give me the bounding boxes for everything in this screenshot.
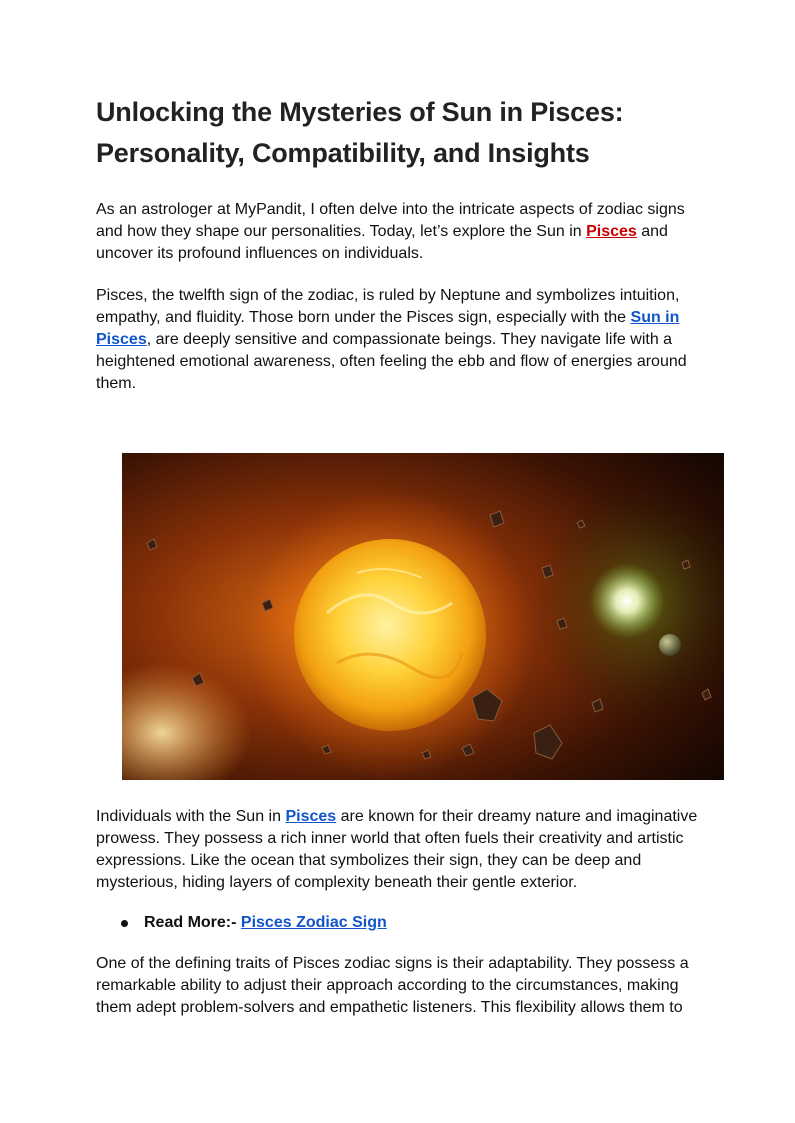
sun-in-space-image <box>122 453 724 780</box>
intro-text-before: As an astrologer at MyPandit, I often delve into the intricate aspects of zodiac signs and how they shape our personalities. Today, let’s explore the Sun in <box>96 201 685 240</box>
bullet-dot-icon <box>121 920 128 927</box>
page-title: Unlocking the Mysteries of Sun in Pisces: Personality, Compatibility, and Insights <box>96 97 624 168</box>
read-more-label: Read More:- <box>144 914 241 931</box>
para3-text-after: are known for their dreamy nature and imaginative prowess. They possess a rich inner world that often fuels their creativity and artistic expressions. Like the ocean that symbolizes their sign, they can be deep and mysterious, hiding layers of complexity beneath their gentle exterior. <box>96 808 698 891</box>
para2-text-after: , are deeply sensitive and compassionate beings. They navigate life with a heightened emotional awareness, often feeling the ebb and flow of energies around them. <box>96 331 687 392</box>
sun-illustration-icon <box>122 453 724 780</box>
pisces-link-2[interactable]: Pisces <box>285 808 337 825</box>
article-body-block <box>96 806 706 1019</box>
read-more-text <box>144 914 387 931</box>
article-header-block <box>96 92 706 395</box>
dreamy-nature-paragraph <box>96 806 706 894</box>
read-more-list-item <box>96 912 706 934</box>
intro-paragraph <box>96 199 706 265</box>
para2-text-before: Pisces, the twelfth sign of the zodiac, is ruled by Neptune and symbolizes intuition, empathy, and fluidity. Those born under the Pisces sign, especially with the <box>96 287 680 326</box>
pisces-zodiac-sign-link[interactable]: Pisces Zodiac Sign <box>240 914 387 931</box>
pisces-link[interactable]: Pisces <box>586 223 637 240</box>
adaptability-paragraph: One of the defining traits of Pisces zodiac signs is their adaptability. They possess a remarkable ability to adjust their approach according to the circumstances, making them adept problem-solvers and empathetic listeners. This flexibility allows them to <box>96 955 689 1016</box>
intro-text-after: and uncover its profound influences on individuals. <box>96 223 668 262</box>
sun-in-pisces-link[interactable]: Sun in Pisces <box>96 309 680 348</box>
pisces-description-paragraph <box>96 285 706 395</box>
para3-text-before: Individuals with the Sun in <box>96 808 286 825</box>
